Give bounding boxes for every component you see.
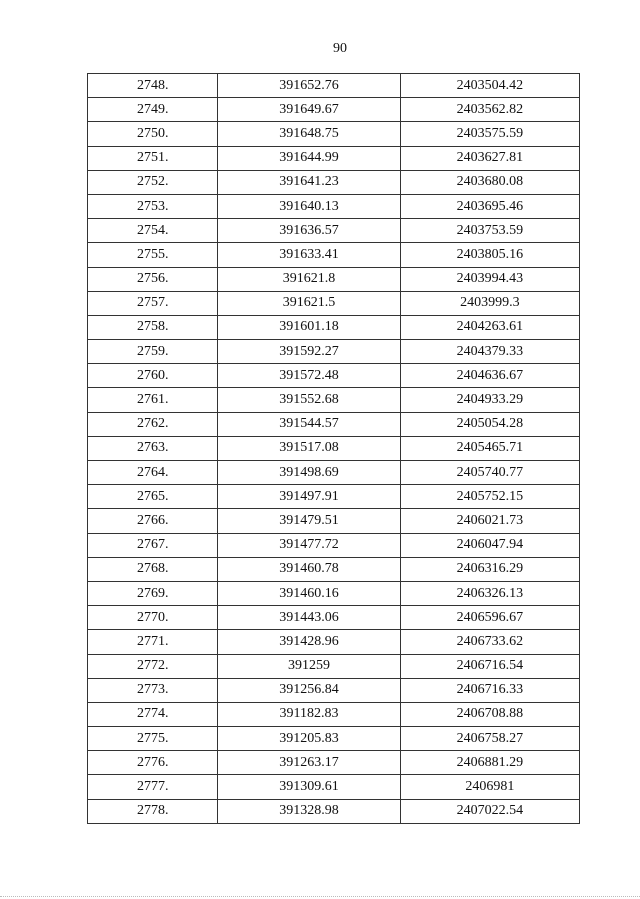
table-row	[88, 751, 580, 775]
y-coordinate-cell: 2403575.59	[400, 122, 579, 146]
y-coordinate-cell: 2403562.82	[400, 98, 579, 122]
y-coordinate-cell: 2406316.29	[400, 557, 579, 581]
table-row	[88, 315, 580, 339]
x-coordinate-cell: 391648.75	[218, 122, 400, 146]
x-coordinate-cell: 391636.57	[218, 219, 400, 243]
y-coordinate-cell: 2403627.81	[400, 146, 579, 170]
point-number-cell: 2761.	[88, 388, 218, 412]
point-number-cell: 2756.	[88, 267, 218, 291]
point-number-cell: 2776.	[88, 751, 218, 775]
x-coordinate-cell: 391572.48	[218, 364, 400, 388]
table-row	[88, 775, 580, 799]
y-coordinate-cell: 2407022.54	[400, 799, 579, 823]
point-number-cell: 2762.	[88, 412, 218, 436]
point-number-cell: 2777.	[88, 775, 218, 799]
point-number-cell: 2775.	[88, 727, 218, 751]
x-coordinate-cell: 391477.72	[218, 533, 400, 557]
table-row	[88, 630, 580, 654]
point-number-cell: 2753.	[88, 194, 218, 218]
y-coordinate-cell: 2405740.77	[400, 461, 579, 485]
x-coordinate-cell: 391498.69	[218, 461, 400, 485]
point-number-cell: 2758.	[88, 315, 218, 339]
y-coordinate-cell: 2403753.59	[400, 219, 579, 243]
point-number-cell: 2765.	[88, 485, 218, 509]
y-coordinate-cell: 2404263.61	[400, 315, 579, 339]
x-coordinate-cell: 391205.83	[218, 727, 400, 751]
x-coordinate-cell: 391443.06	[218, 606, 400, 630]
point-number-cell: 2760.	[88, 364, 218, 388]
table-row	[88, 606, 580, 630]
x-coordinate-cell: 391263.17	[218, 751, 400, 775]
y-coordinate-cell: 2403805.16	[400, 243, 579, 267]
x-coordinate-cell: 391641.23	[218, 170, 400, 194]
y-coordinate-cell: 2406596.67	[400, 606, 579, 630]
x-coordinate-cell: 391259	[218, 654, 400, 678]
x-coordinate-cell: 391544.57	[218, 412, 400, 436]
point-number-cell: 2755.	[88, 243, 218, 267]
y-coordinate-cell: 2406326.13	[400, 581, 579, 605]
table-row	[88, 340, 580, 364]
x-coordinate-cell: 391621.8	[218, 267, 400, 291]
y-coordinate-cell: 2403994.43	[400, 267, 579, 291]
point-number-cell: 2772.	[88, 654, 218, 678]
x-coordinate-cell: 391460.78	[218, 557, 400, 581]
point-number-cell: 2778.	[88, 799, 218, 823]
y-coordinate-cell: 2406716.54	[400, 654, 579, 678]
table-row	[88, 581, 580, 605]
x-coordinate-cell: 391592.27	[218, 340, 400, 364]
x-coordinate-cell: 391601.18	[218, 315, 400, 339]
coordinates-table	[87, 73, 580, 824]
table-row	[88, 702, 580, 726]
table-row	[88, 98, 580, 122]
table-row	[88, 678, 580, 702]
point-number-cell: 2770.	[88, 606, 218, 630]
point-number-cell: 2767.	[88, 533, 218, 557]
y-coordinate-cell: 2405054.28	[400, 412, 579, 436]
table-row	[88, 146, 580, 170]
table-row	[88, 74, 580, 98]
x-coordinate-cell: 391644.99	[218, 146, 400, 170]
table-row	[88, 219, 580, 243]
table-row	[88, 654, 580, 678]
x-coordinate-cell: 391428.96	[218, 630, 400, 654]
x-coordinate-cell: 391309.61	[218, 775, 400, 799]
x-coordinate-cell: 391633.41	[218, 243, 400, 267]
table-row	[88, 170, 580, 194]
x-coordinate-cell: 391479.51	[218, 509, 400, 533]
point-number-cell: 2768.	[88, 557, 218, 581]
y-coordinate-cell: 2403999.3	[400, 291, 579, 315]
table-row	[88, 533, 580, 557]
table-row	[88, 799, 580, 823]
page-number: 90	[333, 41, 347, 56]
table-row	[88, 412, 580, 436]
x-coordinate-cell: 391552.68	[218, 388, 400, 412]
x-coordinate-cell: 391640.13	[218, 194, 400, 218]
y-coordinate-cell: 2403680.08	[400, 170, 579, 194]
point-number-cell: 2749.	[88, 98, 218, 122]
y-coordinate-cell: 2406758.27	[400, 727, 579, 751]
table-row	[88, 243, 580, 267]
table-row	[88, 364, 580, 388]
y-coordinate-cell: 2404933.29	[400, 388, 579, 412]
x-coordinate-cell: 391652.76	[218, 74, 400, 98]
table-row	[88, 727, 580, 751]
point-number-cell: 2764.	[88, 461, 218, 485]
y-coordinate-cell: 2406981	[400, 775, 579, 799]
y-coordinate-cell: 2404636.67	[400, 364, 579, 388]
y-coordinate-cell: 2406021.73	[400, 509, 579, 533]
table-row	[88, 122, 580, 146]
point-number-cell: 2752.	[88, 170, 218, 194]
table-row	[88, 291, 580, 315]
table-row	[88, 485, 580, 509]
y-coordinate-cell: 2403695.46	[400, 194, 579, 218]
point-number-cell: 2748.	[88, 74, 218, 98]
table-row	[88, 267, 580, 291]
point-number-cell: 2751.	[88, 146, 218, 170]
x-coordinate-cell: 391517.08	[218, 436, 400, 460]
x-coordinate-cell: 391649.67	[218, 98, 400, 122]
point-number-cell: 2774.	[88, 702, 218, 726]
y-coordinate-cell: 2406733.62	[400, 630, 579, 654]
table-row	[88, 194, 580, 218]
y-coordinate-cell: 2405752.15	[400, 485, 579, 509]
x-coordinate-cell: 391497.91	[218, 485, 400, 509]
point-number-cell: 2757.	[88, 291, 218, 315]
y-coordinate-cell: 2403504.42	[400, 74, 579, 98]
table-row	[88, 388, 580, 412]
x-coordinate-cell: 391182.83	[218, 702, 400, 726]
y-coordinate-cell: 2406708.88	[400, 702, 579, 726]
scan-edge-divider	[0, 896, 640, 897]
y-coordinate-cell: 2406716.33	[400, 678, 579, 702]
x-coordinate-cell: 391460.16	[218, 581, 400, 605]
y-coordinate-cell: 2406881.29	[400, 751, 579, 775]
point-number-cell: 2754.	[88, 219, 218, 243]
table-body	[88, 74, 580, 824]
point-number-cell: 2766.	[88, 509, 218, 533]
x-coordinate-cell: 391621.5	[218, 291, 400, 315]
point-number-cell: 2769.	[88, 581, 218, 605]
x-coordinate-cell: 391256.84	[218, 678, 400, 702]
point-number-cell: 2759.	[88, 340, 218, 364]
table-row	[88, 557, 580, 581]
x-coordinate-cell: 391328.98	[218, 799, 400, 823]
point-number-cell: 2773.	[88, 678, 218, 702]
table-row	[88, 509, 580, 533]
point-number-cell: 2750.	[88, 122, 218, 146]
table-row	[88, 436, 580, 460]
point-number-cell: 2763.	[88, 436, 218, 460]
y-coordinate-cell: 2406047.94	[400, 533, 579, 557]
table-row	[88, 461, 580, 485]
point-number-cell: 2771.	[88, 630, 218, 654]
y-coordinate-cell: 2405465.71	[400, 436, 579, 460]
y-coordinate-cell: 2404379.33	[400, 340, 579, 364]
